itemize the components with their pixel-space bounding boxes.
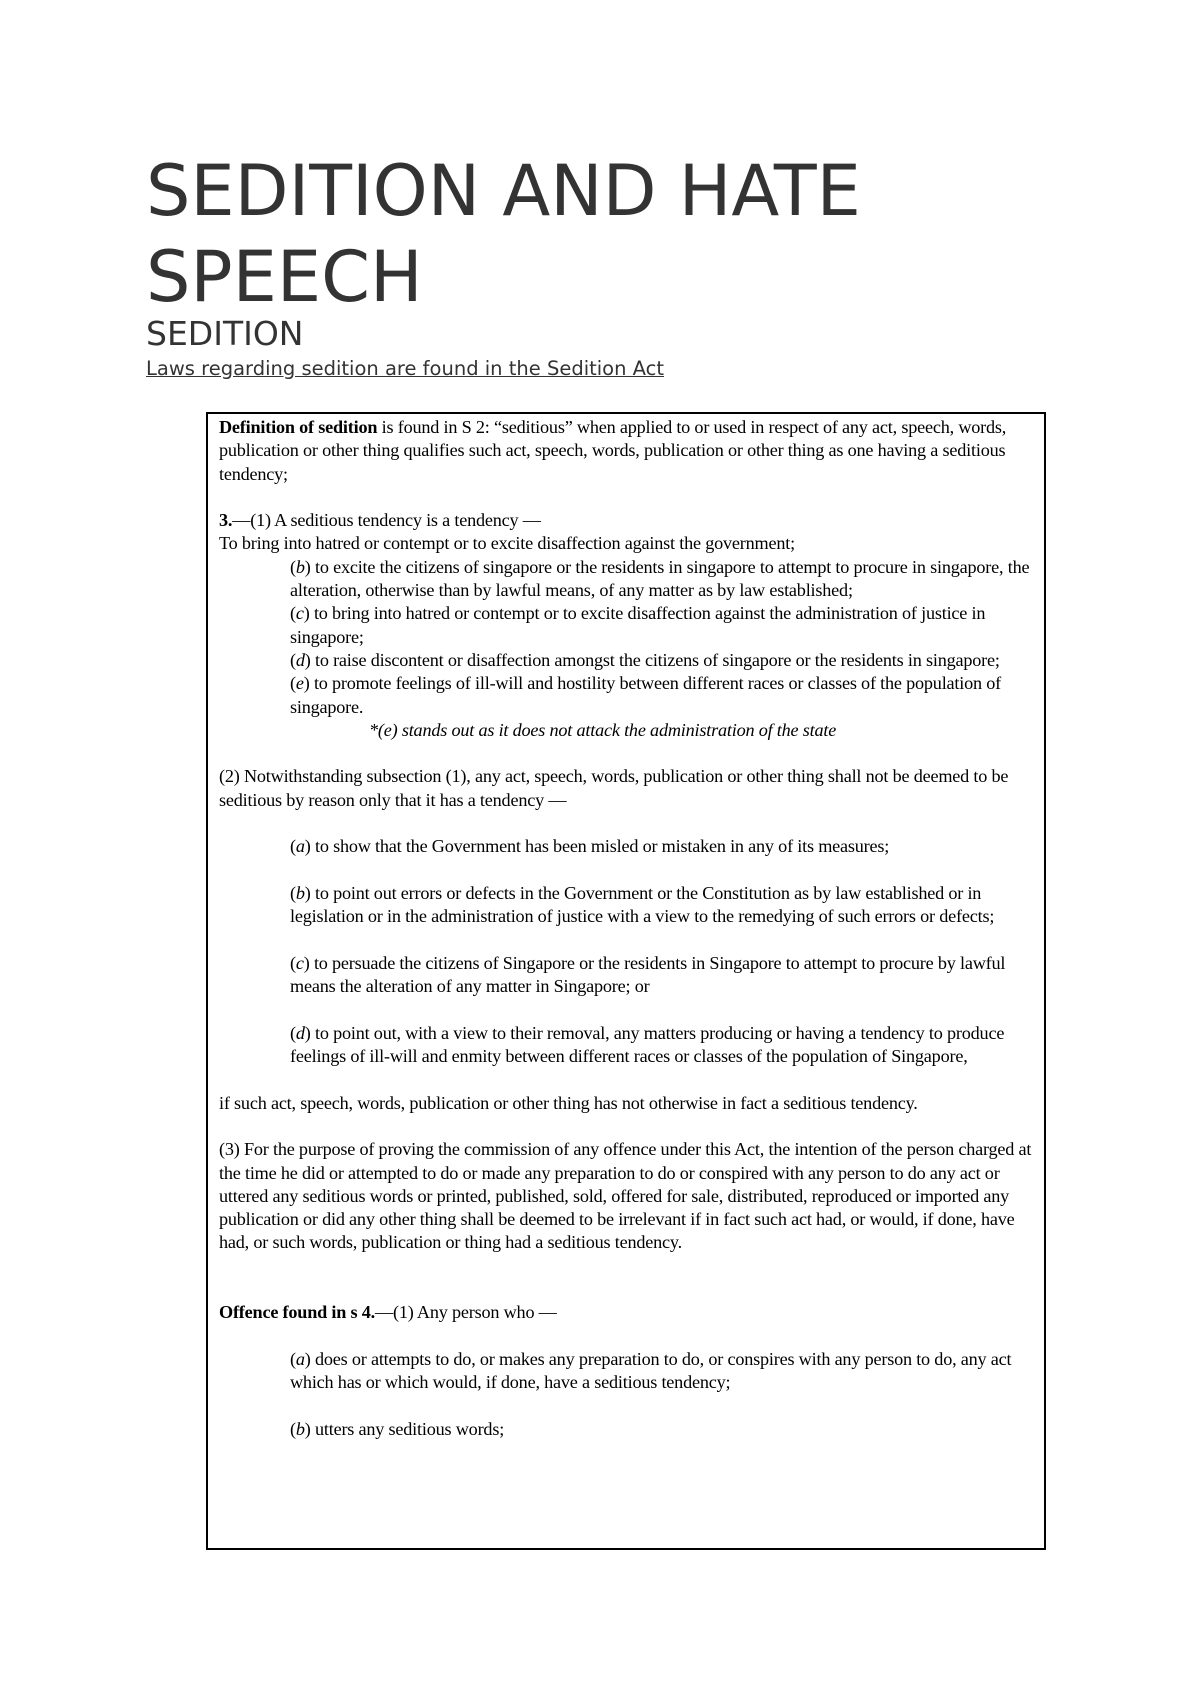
s3-item-c: (c) to bring into hatred or contempt or to excite disaffection against the administration of justice in singapore; <box>290 603 986 647</box>
s3-e-text: to promote feelings of ill-will and hostility between different races or classes of the population of singapore. <box>290 673 1002 717</box>
s3-2-intro: (2) Notwithstanding subsection (1), any act, speech, words, publication or other thing shall not be deemed to be seditious by reason only that it has a tendency — <box>219 766 1009 810</box>
s4-a-letter: a <box>295 1348 305 1369</box>
s3-item-b: (b) to excite the citizens of singapore or the residents in singapore to attempt to procure in singapore, the alteration, otherwise than by lawful means, of any matter as by law established; <box>290 556 1030 601</box>
s3-intro-text: —(1) A seditious tendency is a tendency — <box>232 510 541 531</box>
s3-2-item-a: (a) to show that the Government has been misled or mistaken in any of its measures; <box>290 836 890 857</box>
s3-2-c-letter: c <box>295 952 304 973</box>
s3-2-a-text: to show that the Government has been misled or mistaken in any of its measures; <box>310 836 890 857</box>
definition-text: is found in S 2: “seditious” when applied to or used in respect of any act, speech, words, publication or other thing qualifies such act, speech, words, publication or other thing as one having a seditious tendency; <box>219 417 1007 484</box>
s3-b-letter: b <box>295 556 305 577</box>
s4-a-text: does or attempts to do, or makes any preparation to do, or conspires with any person to do, any act which has or which would, if done, have a seditious tendency; <box>290 1348 1012 1393</box>
s4-intro-text: —(1) Any person who — <box>374 1302 557 1323</box>
section-heading: SEDITION <box>146 314 304 353</box>
s3-item-a: To bring into hatred or contempt or to excite disaffection against the government; <box>219 533 795 554</box>
s3-c-letter: c <box>295 603 304 624</box>
s3-item-d: (d) to raise discontent or disaffection amongst the citizens of singapore or the residents in singapore; <box>290 649 1000 670</box>
s3-2-item-b: (b) to point out errors or defects in the Government or the Constitution as by law established or in legislation or in the administration of justice with a view to the remedying of such errors or defects; <box>290 882 995 927</box>
subheading: Laws regarding sedition are found in the Sedition Act <box>146 357 665 380</box>
s3-item-e: (e) to promote feelings of ill-will and hostility between different races or classes of the population of singapore. <box>290 673 1002 717</box>
s3-2-d-text: to point out, with a view to their removal, any matters producing or having a tendency to produce feelings of ill-will and enmity between different races or classes of the population of Singapore, <box>290 1022 1005 1067</box>
s3-2-c-text: to persuade the citizens of Singapore or the residents in Singapore to attempt to procure by lawful means the alteration of any matter in Singapore; or <box>290 952 1006 997</box>
s3-c-text: to bring into hatred or contempt or to excite disaffection against the administration of justice in singapore; <box>290 603 986 647</box>
s3-2-b-text: to point out errors or defects in the Government or the Constitution as by law established or in legislation or in the administration of justice with a view to the remedying of such errors or defects; <box>290 882 995 927</box>
s3-e-letter: e <box>295 673 304 694</box>
s3-note: *(e) stands out as it does not attack the administration of the state <box>369 719 837 740</box>
s3-d-text: to raise discontent or disaffection amongst the citizens of singapore or the residents in singapore; <box>310 649 1000 670</box>
s3-number: 3. <box>219 510 233 531</box>
s3-2-d-letter: d <box>295 1022 305 1043</box>
page-title: SEDITION AND HATE SPEECH <box>146 150 861 318</box>
s3-3-paragraph: (3) For the purpose of proving the commission of any offence under this Act, the intention of the person charged at the time he did or attempted to do or made any preparation to do or conspired with any person to do any act or uttered any seditious words or printed, published, sold, offered for sale, distributed, reproduced or imported any publication or did any other thing shall be deemed to be irrelevant if in fact such act had, or would, if done, have had, or such words, publication or thing had a seditious tendency. <box>219 1139 1032 1253</box>
s4-b-text: utters any seditious words; <box>310 1418 505 1439</box>
statute-box <box>206 412 1046 1550</box>
s3-2-b-letter: b <box>295 882 305 903</box>
s4-label: Offence found in s 4. <box>219 1302 375 1323</box>
definition-label: Definition of sedition <box>219 417 378 437</box>
s4-item-b: (b) utters any seditious words; <box>290 1418 505 1439</box>
s3-b-text: to excite the citizens of singapore or the residents in singapore to attempt to procure in singapore, the alteration, otherwise than by lawful means, of any matter as by law established; <box>290 556 1030 601</box>
s4-b-letter: b <box>295 1418 305 1439</box>
s3-2-a-letter: a <box>295 836 305 857</box>
definition-paragraph <box>219 416 1033 486</box>
s3-d-letter: d <box>295 649 305 670</box>
s3-2-item-d: (d) to point out, with a view to their removal, any matters producing or having a tendency to produce feelings of ill-will and enmity between different races or classes of the population of Singapore, <box>290 1022 1005 1067</box>
s4-intro <box>219 1301 1033 1324</box>
s3-intro <box>219 509 1033 532</box>
s4-item-a: (a) does or attempts to do, or makes any preparation to do, or conspires with any person to do, any act which has or which would, if done, have a seditious tendency; <box>290 1348 1012 1393</box>
s3-2-item-c: (c) to persuade the citizens of Singapore or the residents in Singapore to attempt to procure by lawful means the alteration of any matter in Singapore; or <box>290 952 1006 997</box>
s3-2-closing: if such act, speech, words, publication or other thing has not otherwise in fact a seditious tendency. <box>219 1092 918 1113</box>
